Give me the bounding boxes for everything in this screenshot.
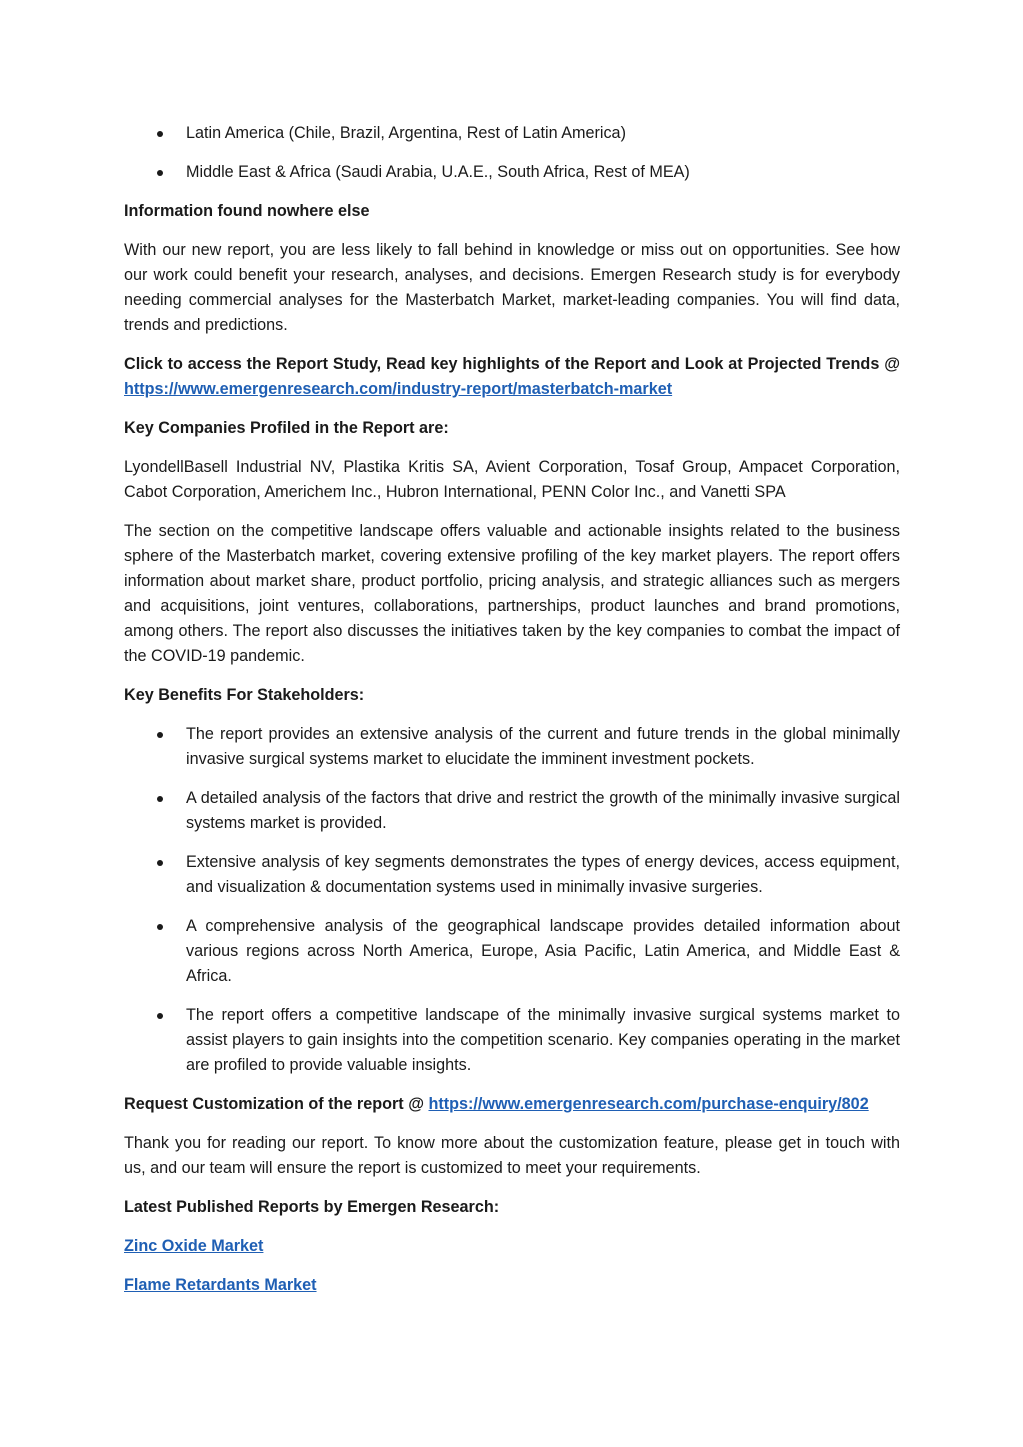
bullet-icon — [157, 924, 163, 930]
flame-retardants-link[interactable]: Flame Retardants Market — [124, 1276, 317, 1294]
bullet-icon — [157, 732, 163, 738]
list-item — [124, 722, 900, 772]
benefits-list — [124, 722, 900, 1078]
benefit-text: A comprehensive analysis of the geographical landscape provides detailed information about various regions across North America, Europe, Asia Pacific, Latin America, and Middle East & Africa. — [186, 917, 900, 985]
info-paragraph: With our new report, you are less likely to fall behind in knowledge or miss out on opportunities. See how our work could benefit your research, analyses, and decisions. Emergen Research study is for everybody needing commercial analyses for the Masterbatch Market, market-leading companies. You will find data, trends and predictions. — [124, 241, 900, 334]
benefit-text: The report provides an extensive analysis of the current and future trends in the global minimally invasive surgical systems market to elucidate the imminent investment pockets. — [186, 725, 900, 768]
access-text: Click to access the Report Study, Read key highlights of the Report and Look at Projected Trends @ — [124, 355, 900, 373]
latest-heading: Latest Published Reports by Emergen Research: — [124, 1198, 500, 1216]
access-paragraph — [124, 352, 900, 402]
info-heading: Information found nowhere else — [124, 202, 370, 220]
list-item — [124, 914, 900, 989]
latest-report-item — [124, 1273, 900, 1298]
list-item — [124, 786, 900, 836]
customization-text: Request Customization of the report @ — [124, 1095, 429, 1113]
benefit-text: The report offers a competitive landscape of the minimally invasive surgical systems market to assist players to gain insights into the competition scenario. Key companies operating in the market are profiled to provide valuable insights. — [186, 1006, 900, 1074]
region-list — [124, 121, 900, 185]
bullet-icon — [157, 860, 163, 866]
bullet-icon — [157, 131, 163, 137]
zinc-oxide-link[interactable]: Zinc Oxide Market — [124, 1237, 264, 1255]
benefit-text: Extensive analysis of key segments demonstrates the types of energy devices, access equipment, and visualization & documentation systems used in minimally invasive surgeries. — [186, 853, 900, 896]
thanks-paragraph: Thank you for reading our report. To know more about the customization feature, please get in touch with us, and our team will ensure the report is customized to meet your requirements. — [124, 1134, 900, 1177]
list-item — [124, 160, 900, 185]
list-item — [124, 1003, 900, 1078]
bullet-icon — [157, 1013, 163, 1019]
bullet-icon — [157, 170, 163, 176]
latest-report-item — [124, 1234, 900, 1259]
bullet-icon — [157, 796, 163, 802]
list-item — [124, 850, 900, 900]
region-text: Middle East & Africa (Saudi Arabia, U.A.E., South Africa, Rest of MEA) — [186, 163, 690, 181]
landscape-paragraph: The section on the competitive landscape offers valuable and actionable insights related to the business sphere of the Masterbatch market, covering extensive profiling of the key market players. The report offers information about market share, product portfolio, pricing analysis, and strategic alliances such as mergers and acquisitions, joint ventures, collaborations, partnerships, product launches and brand promotions, among others. The report also discusses the initiatives taken by the key companies to combat the impact of the COVID-19 pandemic. — [124, 522, 900, 665]
customization-link[interactable]: https://www.emergenresearch.com/purchase-enquiry/802 — [428, 1095, 869, 1113]
benefits-heading: Key Benefits For Stakeholders: — [124, 686, 365, 704]
report-link[interactable]: https://www.emergenresearch.com/industry-report/masterbatch-market — [124, 380, 673, 398]
document-page — [124, 121, 900, 1312]
customization-paragraph — [124, 1092, 900, 1117]
benefit-text: A detailed analysis of the factors that drive and restrict the growth of the minimally invasive surgical systems market is provided. — [186, 789, 900, 832]
list-item — [124, 121, 900, 146]
region-text: Latin America (Chile, Brazil, Argentina, Rest of Latin America) — [186, 124, 626, 142]
companies-paragraph: LyondellBasell Industrial NV, Plastika Kritis SA, Avient Corporation, Tosaf Group, Ampacet Corporation, Cabot Corporation, Americhem Inc., Hubron International, PENN Color Inc., and Vanetti SPA — [124, 458, 900, 501]
companies-heading: Key Companies Profiled in the Report are: — [124, 419, 449, 437]
